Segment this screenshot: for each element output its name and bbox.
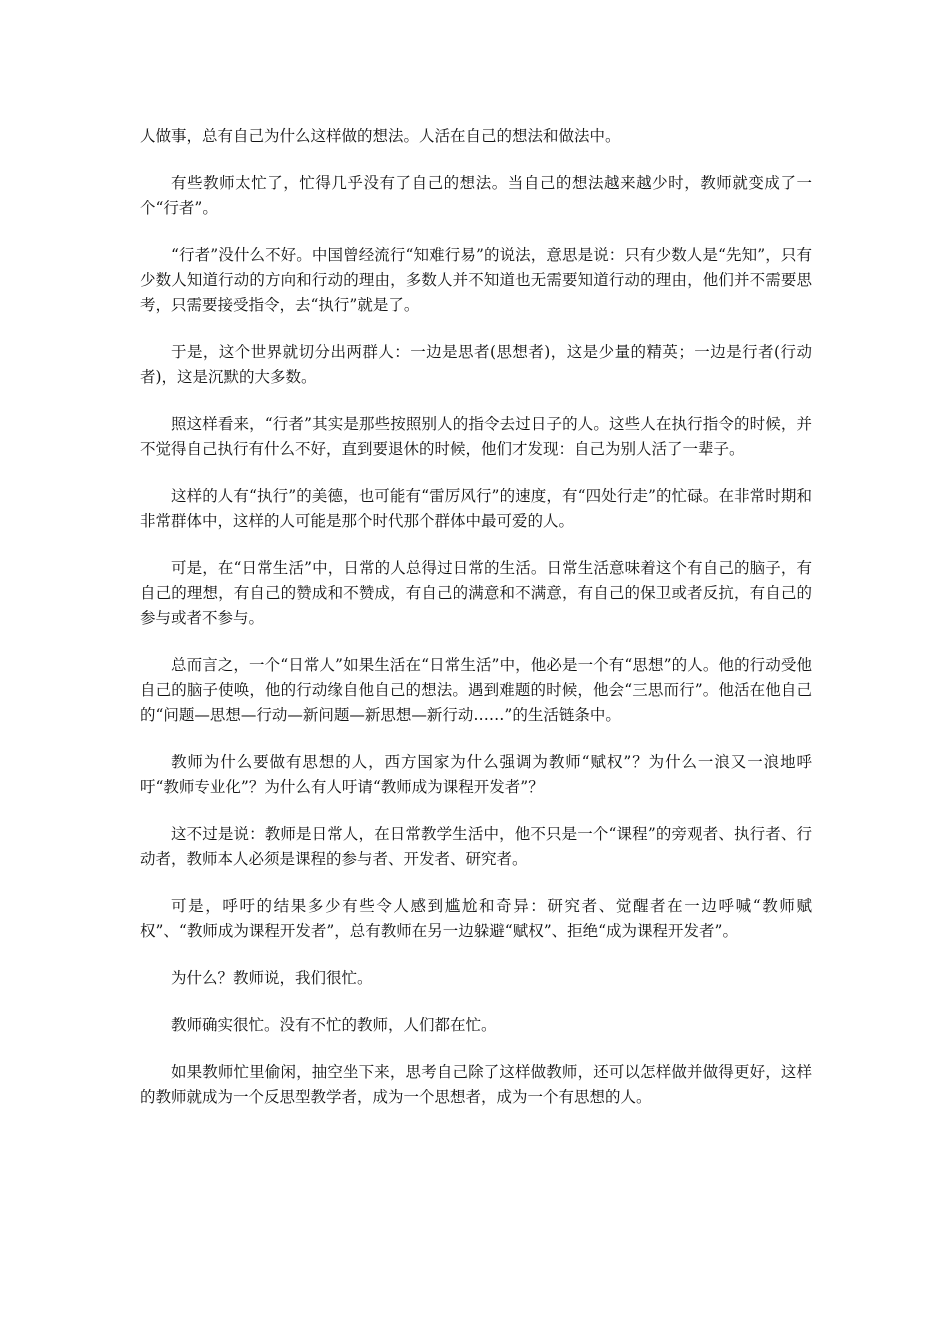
paragraph-4: 于是，这个世界就切分出两群人：一边是思者(思想者)，这是少量的精英；一边是行者(行动者)，这是沉默的大多数。 — [140, 343, 812, 386]
paragraph-3: “行者”没什么不好。中国曾经流行“知难行易”的说法，意思是说：只有少数人是“先知”，只有少数人知道行动的方向和行动的理由，多数人并不知道也无需要知道行动的理由，他们并不需要思考，只需要接受指令，去“执行”就是了。 — [140, 246, 812, 314]
paragraph-1: 人做事，总有自己为什么这样做的想法。人活在自己的想法和做法中。 — [140, 127, 621, 145]
paragraph-2: 有些教师太忙了，忙得几乎没有了自己的想法。当自己的想法越来越少时，教师就变成了一个“行者”。 — [140, 174, 812, 217]
paragraph-11: 可是，呼吁的结果多少有些令人感到尴尬和奇异：研究者、觉醒者在一边呼喊“教师赋权”、“教师成为课程开发者”，总有教师在另一边躲避“赋权”、拒绝“成为课程开发者”。 — [140, 897, 812, 940]
paragraph-12: 为什么？教师说，我们很忙。 — [171, 969, 373, 987]
paragraph-13: 教师确实很忙。没有不忙的教师，人们都在忙。 — [171, 1016, 497, 1034]
paragraph-10: 这不过是说：教师是日常人，在日常教学生活中，他不只是一个“课程”的旁观者、执行者、行动者，教师本人必须是课程的参与者、开发者、研究者。 — [140, 825, 812, 868]
paragraph-6: 这样的人有“执行”的美德，也可能有“雷厉风行”的速度，有“四处行走”的忙碌。在非常时期和非常群体中，这样的人可能是那个时代那个群体中最可爱的人。 — [140, 487, 812, 530]
document-body — [140, 124, 812, 1132]
paragraph-7: 可是，在“日常生活”中，日常的人总得过日常的生活。日常生活意味着这个有自己的脑子，有自己的理想，有自己的赞成和不赞成，有自己的满意和不满意，有自己的保卫或者反抗，有自己的参与或者不参与。 — [140, 559, 812, 627]
paragraph-8: 总而言之，一个“日常人”如果生活在“日常生活”中，他必是一个有“思想”的人。他的行动受他自己的脑子使唤，他的行动缘自他自己的想法。遇到难题的时候，他会“三思而行”。他活在他自己的“问题—思想—行动—新问题—新思想—新行动……”的生活链条中。 — [140, 656, 812, 724]
paragraph-5: 照这样看来，“行者”其实是那些按照别人的指令去过日子的人。这些人在执行指令的时候，并不觉得自己执行有什么不好，直到要退休的时候，他们才发现：自己为别人活了一辈子。 — [140, 415, 812, 458]
paragraph-14: 如果教师忙里偷闲，抽空坐下来，思考自己除了这样做教师，还可以怎样做并做得更好，这样的教师就成为一个反思型教学者，成为一个思想者，成为一个有思想的人。 — [140, 1063, 812, 1106]
paragraph-9: 教师为什么要做有思想的人，西方国家为什么强调为教师“赋权”？为什么一浪又一浪地呼吁“教师专业化”？为什么有人吁请“教师成为课程开发者”？ — [140, 753, 812, 796]
